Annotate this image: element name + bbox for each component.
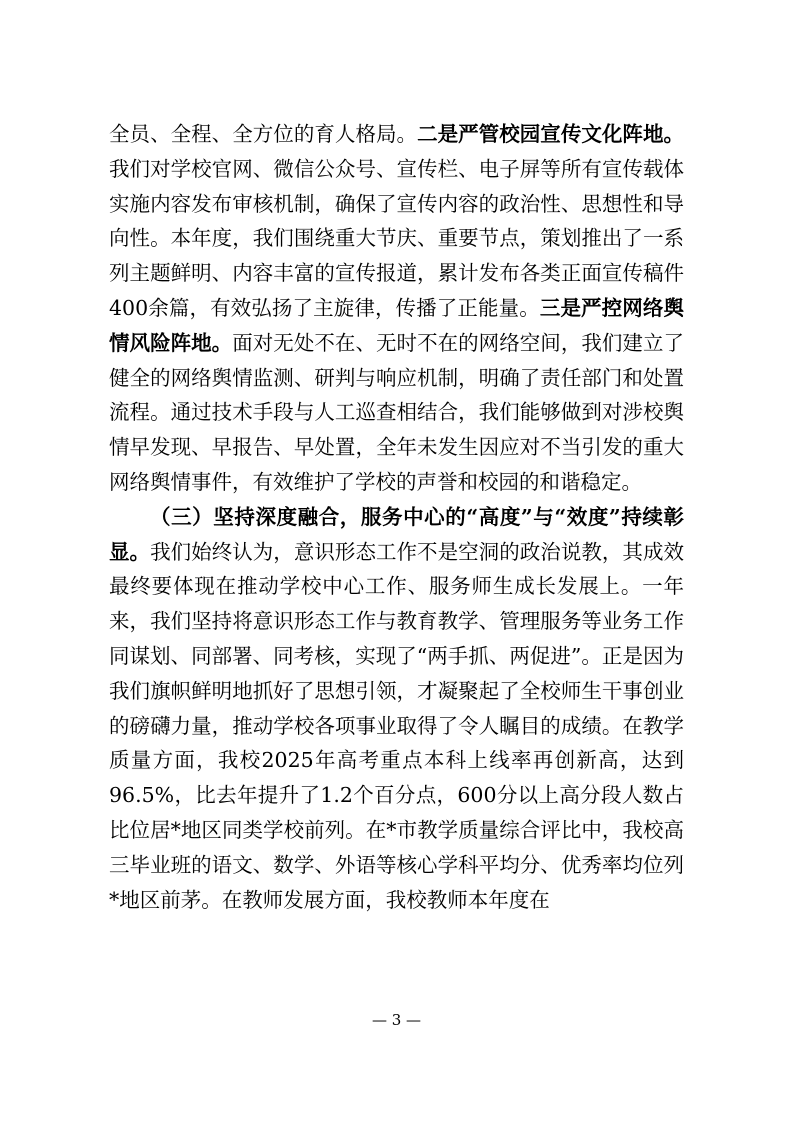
body-text — [109, 117, 684, 917]
page-number: — 3 — — [371, 1011, 422, 1029]
text-run: 全员、全程、全方位的育人格局。 — [109, 122, 418, 146]
paragraph-2 — [109, 500, 684, 918]
text-run: 面对无处不在、无时不在的网络空间，我们建立了健全的网络舆情监测、研判与响应机制，明确了责任部门和处置流程。通过技术手段与人工巡查相结合，我们能够做到对涉校舆情早发现、早报告、早处置，全年未发生因应对不当引发的重大网络舆情事件，有效维护了学校的声誉和校园的和谐稳定。 — [109, 330, 685, 494]
bold-heading-run: 二是严管校园宣传文化阵地。 — [417, 122, 685, 146]
text-run: 我们始终认为，意识形态工作不是空洞的政治说教，其成效最终要体现在推动学校中心工作、服务师生成长发展上。一年来，我们坚持将意识形态工作与教育教学、管理服务等业务工作同谋划、同部署、同考核，实现了“两手抓、两促进”。正是因为我们旗帜鲜明地抓好了思想引领，才凝聚起了全校师生干事创业的磅礴力量，推动学校各项事业取得了令人瞩目的成绩。在教学质量方面，我校2025年高考重点本科上线率再创新高，达到96.5%，比去年提升了1.2个百分点，600分以上高分段人数占比位居*地区同类学校前列。在*市教学质量综合评比中，我校高三毕业班的语文、数学、外语等核心学科平均分、优秀率均位列*地区前茅。在教师发展方面，我校教师本年度在 — [109, 539, 685, 912]
bold-heading-run: 三是严控网络舆情风险阵地。 — [109, 295, 684, 355]
text-run: 我们对学校官网、微信公众号、宣传栏、电子屏等所有宣传载体实施内容发布审核机制，确保了宣传内容的政治性、思想性和导向性。本年度，我们围绕重大节庆、重要节点，策划推出了一系列主题鲜明、内容丰富的宣传报道，累计发布各类正面宣传稿件400余篇，有效弘扬了主旋律，传播了正能量。 — [109, 156, 684, 320]
section-heading-run: （三）坚持深度融合，服务中心的“高度”与“效度”持续彰显。 — [109, 504, 684, 564]
paragraph-1 — [109, 117, 684, 500]
